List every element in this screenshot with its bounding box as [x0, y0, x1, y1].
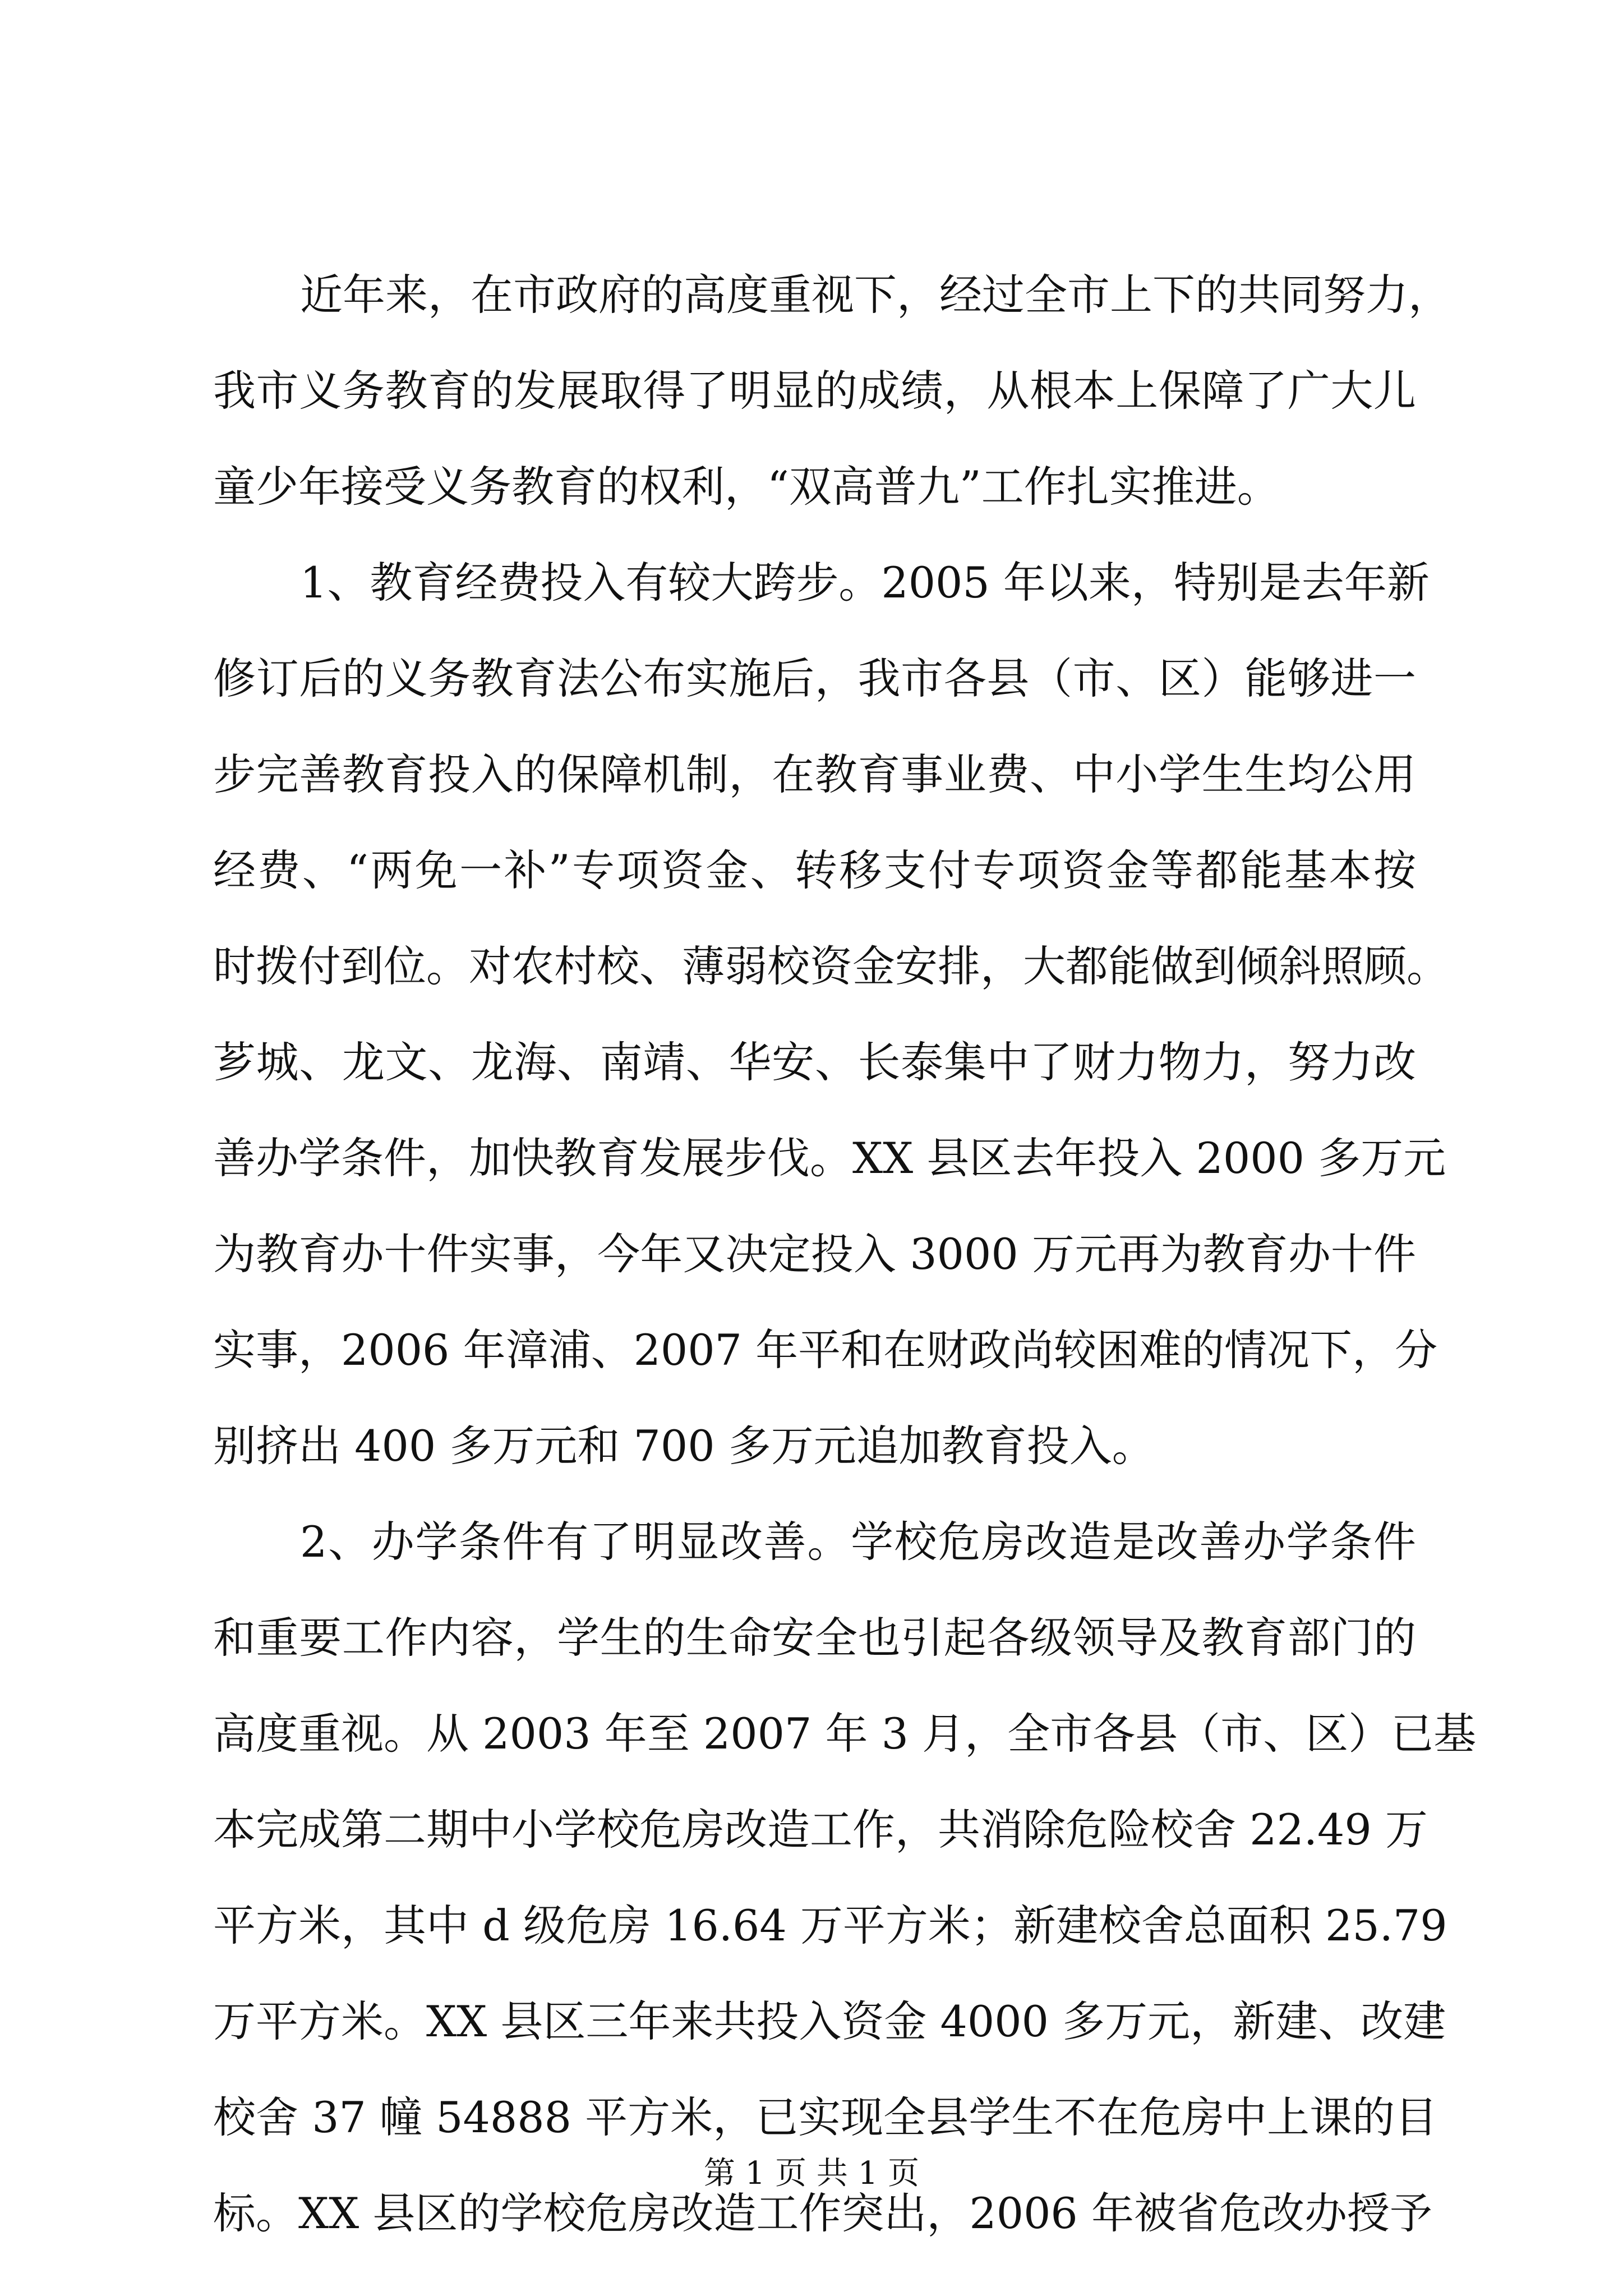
paragraph-1-line-1: 近年来，在市政府的高度重视下，经过全市上下的共同努力， — [300, 270, 1451, 320]
paragraph-2-line-7: 善办学条件，加快教育发展步伐。XX 县区去年投入 2000 多万元 — [213, 1133, 1446, 1183]
paragraph-3-line-7: 校舍 37 幢 54888 平方米，已实现全县学生不在危房中上课的目 — [213, 2092, 1438, 2142]
document-body — [213, 247, 1477, 2261]
paragraph-2-line-4: 经费、“两免一补”专项资金、转移支付专项资金等都能基本按 — [213, 845, 1416, 895]
paragraph-2-line-6: 芗城、龙文、龙海、南靖、华安、长泰集中了财力物力，努力改 — [213, 1037, 1416, 1087]
paragraph-3-line-6: 万平方米。XX 县区三年来共投入资金 4000 多万元，新建、改建 — [213, 1996, 1446, 2046]
paragraph-3-line-5: 平方米，其中 d 级危房 16.64 万平方米；新建校舍总面积 25.79 — [213, 1901, 1447, 1950]
page-footer: 第 1 页 共 1 页 — [703, 2155, 920, 2192]
paragraph-2-line-3: 步完善教育投入的保障机制，在教育事业费、中小学生生均公用 — [213, 749, 1416, 799]
paragraph-3-line-1: 2、办学条件有了明显改善。学校危房改造是改善办学条件 — [300, 1517, 1416, 1567]
paragraph-2-line-1: 1、教育经费投入有较大跨步。2005 年以来，特别是去年新 — [300, 558, 1430, 608]
paragraph-3-line-4: 本完成第二期中小学校危房改造工作，共消除危险校舍 22.49 万 — [213, 1805, 1428, 1855]
paragraph-2-line-5: 时拨付到位。对农村校、薄弱校资金安排，大都能做到倾斜照顾。 — [213, 941, 1449, 991]
paragraph-3-line-8: 标。XX 县区的学校危房改造工作突出，2006 年被省危改办授予 — [213, 2188, 1432, 2238]
paragraph-1-line-2: 我市义务教育的发展取得了明显的成绩，从根本上保障了广大儿 — [213, 366, 1416, 416]
paragraph-1-line-3: 童少年接受义务教育的权利，“双高普九”工作扎实推进。 — [213, 462, 1280, 512]
paragraph-2-line-2: 修订后的义务教育法公布实施后，我市各县（市、区）能够进一 — [213, 654, 1416, 703]
paragraph-3-line-3: 高度重视。从 2003 年至 2007 年 3 月，全市各县（市、区）已基 — [213, 1709, 1477, 1759]
paragraph-2-line-9: 实事，2006 年漳浦、2007 年平和在财政尚较困难的情况下，分 — [213, 1325, 1438, 1375]
paragraph-2-line-8: 为教育办十件实事，今年又决定投入 3000 万元再为教育办十件 — [213, 1229, 1416, 1279]
paragraph-3-line-2: 和重要工作内容，学生的生命安全也引起各级领导及教育部门的 — [213, 1613, 1416, 1663]
paragraph-2-line-10: 别挤出 400 多万元和 700 多万元追加教育投入。 — [213, 1421, 1155, 1471]
